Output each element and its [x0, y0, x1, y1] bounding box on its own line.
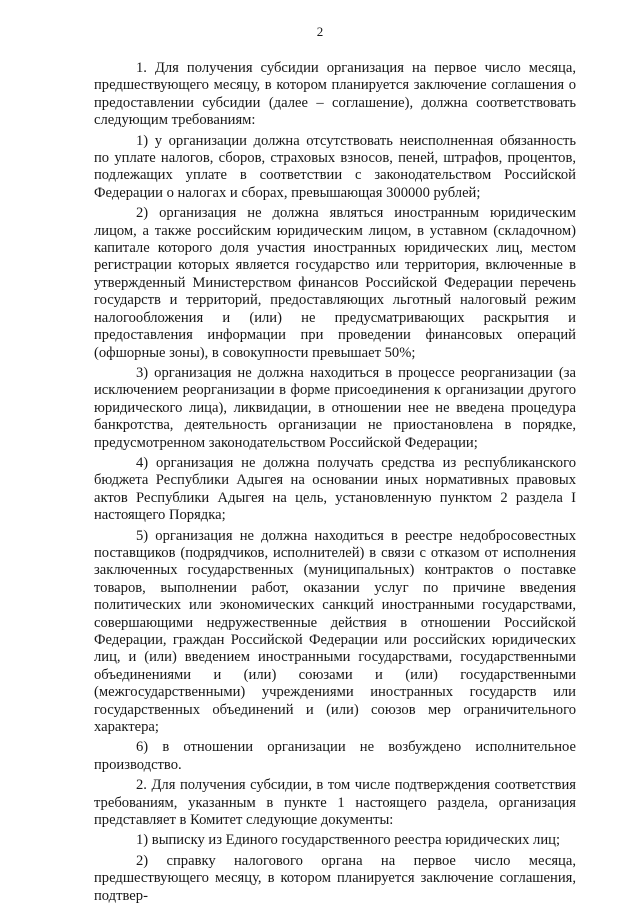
paragraph-document-2: 2) справку налогового органа на первое число месяца, предшествующего месяцу, в котором планируется заключение соглашения, подтвер-: [94, 852, 576, 904]
paragraph-documents-intro: 2. Для получения субсидии, в том числе подтверждения соответствия требованиям, указанным в пункте 1 настоящего раздела, организация представляет в Комитет следующие документы:: [94, 777, 576, 829]
paragraph-requirement-5: 5) организация не должна находиться в реестре недобросовестных поставщиков (подрядчиков, исполнителей) в связи с отказом от исполнения заключенных государственных (муниципальных) контрактов о поставке товаров, выполнении работ, оказании услуг по причине введения политических или экономических санкций иностранными государствами, совершающими недружественные действия в отношении Российской Федерации, граждан Российской Федерации или российских юридических лиц, и (или) введением иностранными государствами, государственными объединениями и (или) союзами и (или) государственными (межгосударственными) учреждениями иностранных государств или государственных объединений и (или) союзов мер ограничительного характера;: [94, 527, 576, 736]
paragraph-document-1: 1) выписку из Единого государственного реестра юридических лиц;: [136, 832, 561, 849]
paragraph-requirements-intro: 1. Для получения субсидии организация на первое число месяца, предшествующего месяцу, в котором планируется заключение соглашения о предоставлении субсидии (далее – соглашение), должна соответствовать следующим требованиям:: [94, 60, 576, 129]
paragraph-requirement-2: 2) организация не должна являться иностранным юридическим лицом, а также российским юридическим лицом, в уставном (складочном) капитале которого доля участия иностранных юридических лиц, местом регистрации которых является государство или территория, включенные в утвержденный Министерством финансов Российской Федерации перечень государств и территорий, предоставляющих льготный налоговый режим налогообложения и (или) не предусматривающих раскрытия и предоставления информации при проведении финансовых операций (офшорные зоны), в совокупности превышает 50%;: [94, 205, 576, 361]
paragraph-requirement-3: 3) организация не должна находиться в процессе реорганизации (за исключением реорганизации в форме присоединения к организации другого юридического лица), ликвидации, в отношении нее не введена процедура банкротства, деятельность организации не приостановлена в порядке, предусмотренном законодательством Российской Федерации;: [94, 364, 576, 451]
paragraph-requirement-6: 6) в отношении организации не возбуждено исполнительное производство.: [94, 739, 576, 773]
paragraph-requirement-1: 1) у организации должна отсутствовать неисполненная обязанность по уплате налогов, сборов, страховых взносов, пеней, штрафов, процентов, подлежащих уплате в соответствии с законодательством Российской Федерации о налогах и сборах, превышающая 300000 рублей;: [94, 132, 576, 201]
page-number: 2: [316, 24, 324, 39]
paragraph-requirement-4: 4) организация не должна получать средства из республиканского бюджета Республики Адыгея на основании иных нормативных правовых актов Республики Адыгея на цель, установленную пунктом 2 раздела I настоящего Порядка;: [94, 454, 576, 524]
document-body: [94, 60, 576, 908]
